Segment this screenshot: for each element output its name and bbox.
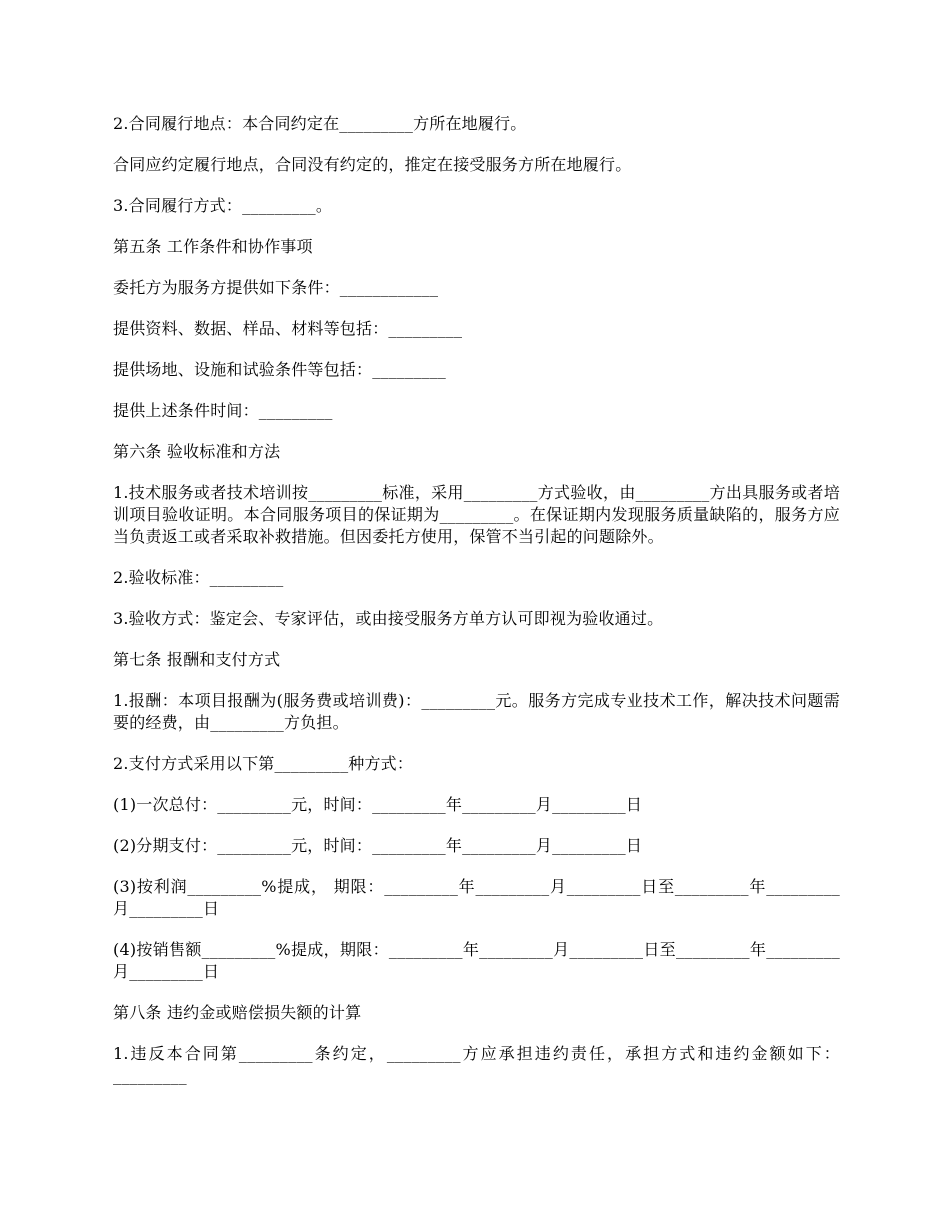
clause-location-default: 合同应约定履行地点，合同没有约定的，推定在接受服务方所在地履行。 bbox=[113, 155, 632, 174]
payment-option-sales-share: (4)按销售额_________%提成，期限：_________年_________月_________日至_________年_________月_________日 bbox=[113, 940, 840, 981]
payment-option-profit-share: (3)按利润_________%提成， 期限：_________年_________月_________日至_________年_________月_________日 bbox=[113, 877, 840, 918]
document-body bbox=[113, 113, 840, 1106]
article-8-heading: 第八条 违约金或赔偿损失额的计算 bbox=[113, 1003, 362, 1022]
clause-conditions-time: 提供上述条件时间：_________ bbox=[113, 401, 333, 420]
clause-facilities: 提供场地、设施和试验条件等包括：_________ bbox=[113, 360, 447, 379]
clause-payment-options: 2.支付方式采用以下第_________种方式： bbox=[113, 754, 414, 773]
clause-client-conditions: 委托方为服务方提供如下条件：____________ bbox=[113, 278, 439, 297]
payment-option-lump-sum: (1)一次总付：_________元，时间：_________年_________月_________日 bbox=[113, 795, 643, 814]
payment-option-installment: (2)分期支付：_________元，时间：_________年_________月_________日 bbox=[113, 836, 643, 855]
article-7-heading: 第七条 报酬和支付方式 bbox=[113, 650, 281, 669]
clause-remuneration: 1.报酬：本项目报酬为(服务费或培训费)：_________元。服务方完成专业技术工作，解决技术问题需要的经费，由_________方负担。 bbox=[113, 691, 840, 732]
clause-performance-location: 2.合同履行地点：本合同约定在_________方所在地履行。 bbox=[113, 114, 527, 133]
clause-materials: 提供资料、数据、样品、材料等包括：_________ bbox=[113, 319, 463, 338]
clause-performance-method: 3.合同履行方式：_________。 bbox=[113, 196, 333, 215]
clause-breach: 1.违反本合同第_________条约定，_________方应承担违约责任，承担方式和违约金额如下：_________ bbox=[113, 1044, 840, 1085]
article-5-heading: 第五条 工作条件和协作事项 bbox=[113, 237, 313, 256]
article-6-heading: 第六条 验收标准和方法 bbox=[113, 442, 281, 461]
clause-acceptance-standard: 2.验收标准：_________ bbox=[113, 568, 284, 587]
clause-acceptance-procedure: 1.技术服务或者技术培训按_________标准，采用_________方式验收，由_________方出具服务或者培训项目验收证明。本合同服务项目的保证期为_________。在保证期内发现服务质量缺陷的，服务方应当负责返工或者采取补救措施。但因委托方使用，保管不当引起的问题除外。 bbox=[113, 483, 840, 546]
clause-acceptance-method: 3.验收方式：鉴定会、专家评估，或由接受服务方单方认可即视为验收通过。 bbox=[113, 609, 664, 628]
